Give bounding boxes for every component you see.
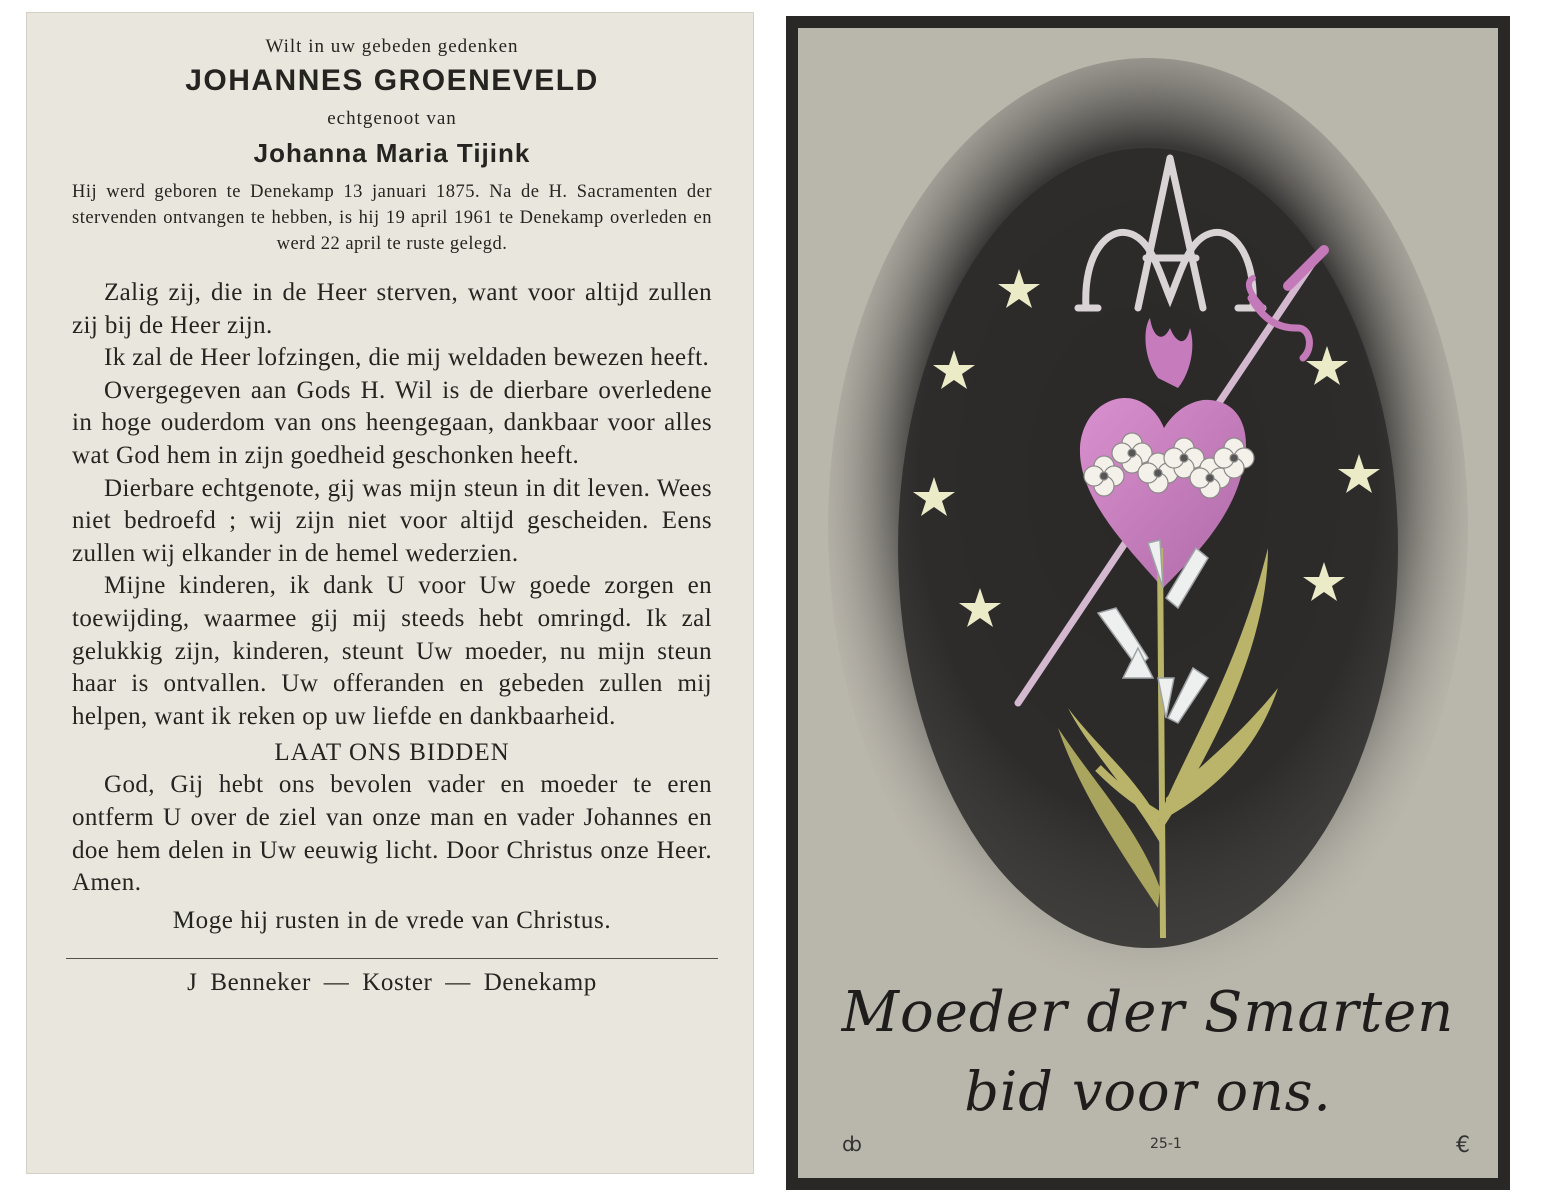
prayer-text: God, Gij hebt ons bevolen vader en moeder te eren ontferm U over de ziel van onze man en vader Johannes en doe hem delen in Uw eeuwig licht. Door Christus onze Heer. Amen. — [72, 771, 712, 897]
spouse-label: echtgenoot van — [327, 108, 457, 129]
card-number: 25-1 — [1150, 1136, 1182, 1152]
devotional-card — [786, 16, 1510, 1190]
paragraph-gods-will: Overgegeven aan Gods H. Wil is de dierbare overledene in hoge ouderdom van ons heengegaan, dankbaar voor alles wat God hem in zijn goedheid geschonken heeft. — [72, 376, 712, 469]
paragraph-spouse: Dierbare echtgenote, gij was mijn steun in dit leven. Wees niet bedroefd ; wij zijn niet voor altijd gescheiden. Eens zullen wij elkander in de hemel wederzien. — [72, 474, 712, 567]
publisher-mark-right: € — [1456, 1133, 1470, 1158]
motto-line-1: Moeder der Smarten — [841, 980, 1455, 1045]
paragraph-beatitude: Zalig zij, die in de Heer sterven, want voor altijd zullen zij bij de Heer zijn. — [72, 279, 712, 339]
divider — [66, 958, 718, 959]
printer-mark-left: ȸ — [842, 1132, 862, 1156]
memorial-card-text — [26, 12, 754, 1174]
paragraph-children: Mijne kinderen, ik dank U voor Uw goede zorgen en toewijding, waarmee gij mij steeds hebt omringd. Ik zal gelukkig zijn, kinderen, steunt Uw moeder, nu mijn steun haar is ontvallen. Uw offeranden en gebeden zullen mij helpen, want ik reken op uw liefde en dankbaarheid. — [72, 572, 712, 730]
biography: Hij werd geboren te Denekamp 13 januari 1875. Na de H. Sacramenten der stervenden ontvangen te hebben, is hij 19 april 1961 te Denekamp overleden en werd 22 april te ruste gelegd. — [72, 182, 712, 254]
motto-line-2: bid voor ons. — [964, 1060, 1332, 1123]
devotional-image — [798, 28, 1498, 1178]
deceased-name: JOHANNES GROENEVELD — [185, 64, 599, 97]
closing-line: Moge hij rusten in de vrede van Christus. — [172, 906, 612, 934]
paragraph-praise: Ik zal de Heer lofzingen, die mij weldaden bewezen heeft. — [104, 344, 710, 372]
spouse-name: Johanna Maria Tijink — [253, 138, 531, 168]
intro-line: Wilt in uw gebeden gedenken — [265, 36, 519, 57]
printer-footer: J Benneker — Koster — Denekamp — [187, 968, 597, 996]
prayer-title: LAAT ONS BIDDEN — [274, 739, 510, 767]
